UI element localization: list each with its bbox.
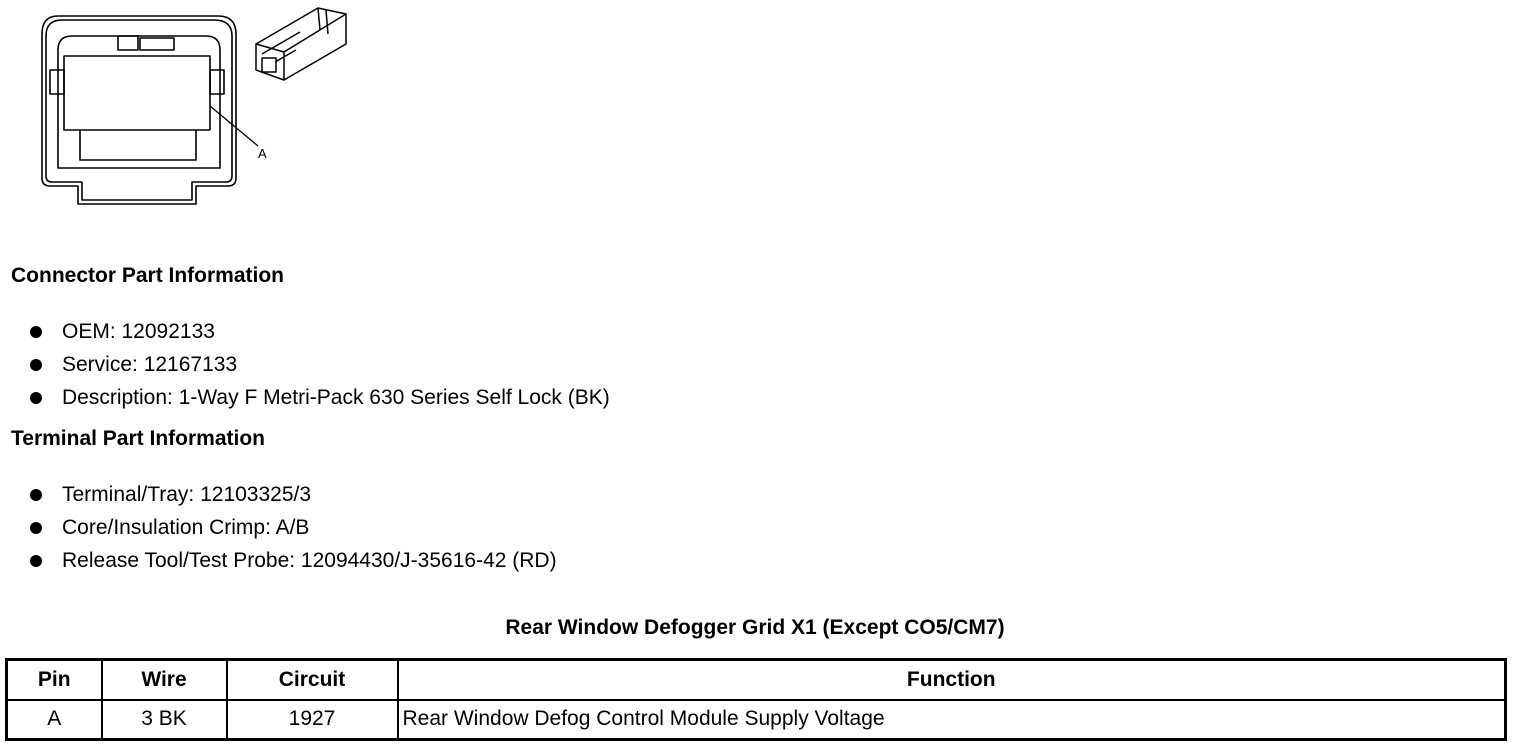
callout-label-a: A (258, 146, 267, 161)
table-header-row (7, 660, 1506, 700)
header-pin: Pin (7, 660, 102, 700)
cell-wire: 3 BK (102, 700, 227, 740)
connector-part-info-heading: Connector Part Information (11, 264, 285, 287)
header-function: Function (398, 660, 1506, 700)
table-row (7, 700, 1506, 740)
list-item: Description: 1-Way F Metri-Pack 630 Series Self Lock (BK) (0, 381, 610, 414)
list-item: Core/Insulation Crimp: A/B (0, 511, 557, 544)
bullet-icon (30, 522, 42, 534)
list-item: Service: 12167133 (0, 348, 610, 381)
bullet-icon (30, 359, 42, 371)
terminal-part-info-list (0, 478, 557, 577)
list-item: Release Tool/Test Probe: 12094430/J-35616-42 (RD) (0, 544, 557, 577)
connector-part-info-list (0, 315, 610, 414)
bullet-icon (30, 555, 42, 567)
list-item: Terminal/Tray: 12103325/3 (0, 478, 557, 511)
bullet-icon (30, 326, 42, 338)
header-wire: Wire (102, 660, 227, 700)
pin-table-title: Rear Window Defogger Grid X1 (Except CO5/CM7) (505, 616, 1005, 639)
header-circuit: Circuit (227, 660, 398, 700)
connector-housing-outline (42, 16, 236, 204)
cell-function: Rear Window Defog Control Module Supply Voltage (398, 700, 1506, 740)
cell-pin: A (7, 700, 102, 740)
terminal-cavity-a (64, 56, 210, 130)
connector-diagram (0, 0, 380, 220)
bullet-icon (30, 392, 42, 404)
cell-circuit: 1927 (227, 700, 398, 740)
callout-leader-line (210, 106, 258, 146)
list-item: OEM: 12092133 (0, 315, 610, 348)
pin-table (5, 658, 1507, 741)
isometric-connector-icon (256, 8, 346, 80)
terminal-part-info-heading: Terminal Part Information (11, 427, 265, 450)
connector-latch (118, 36, 138, 50)
bullet-icon (30, 489, 42, 501)
